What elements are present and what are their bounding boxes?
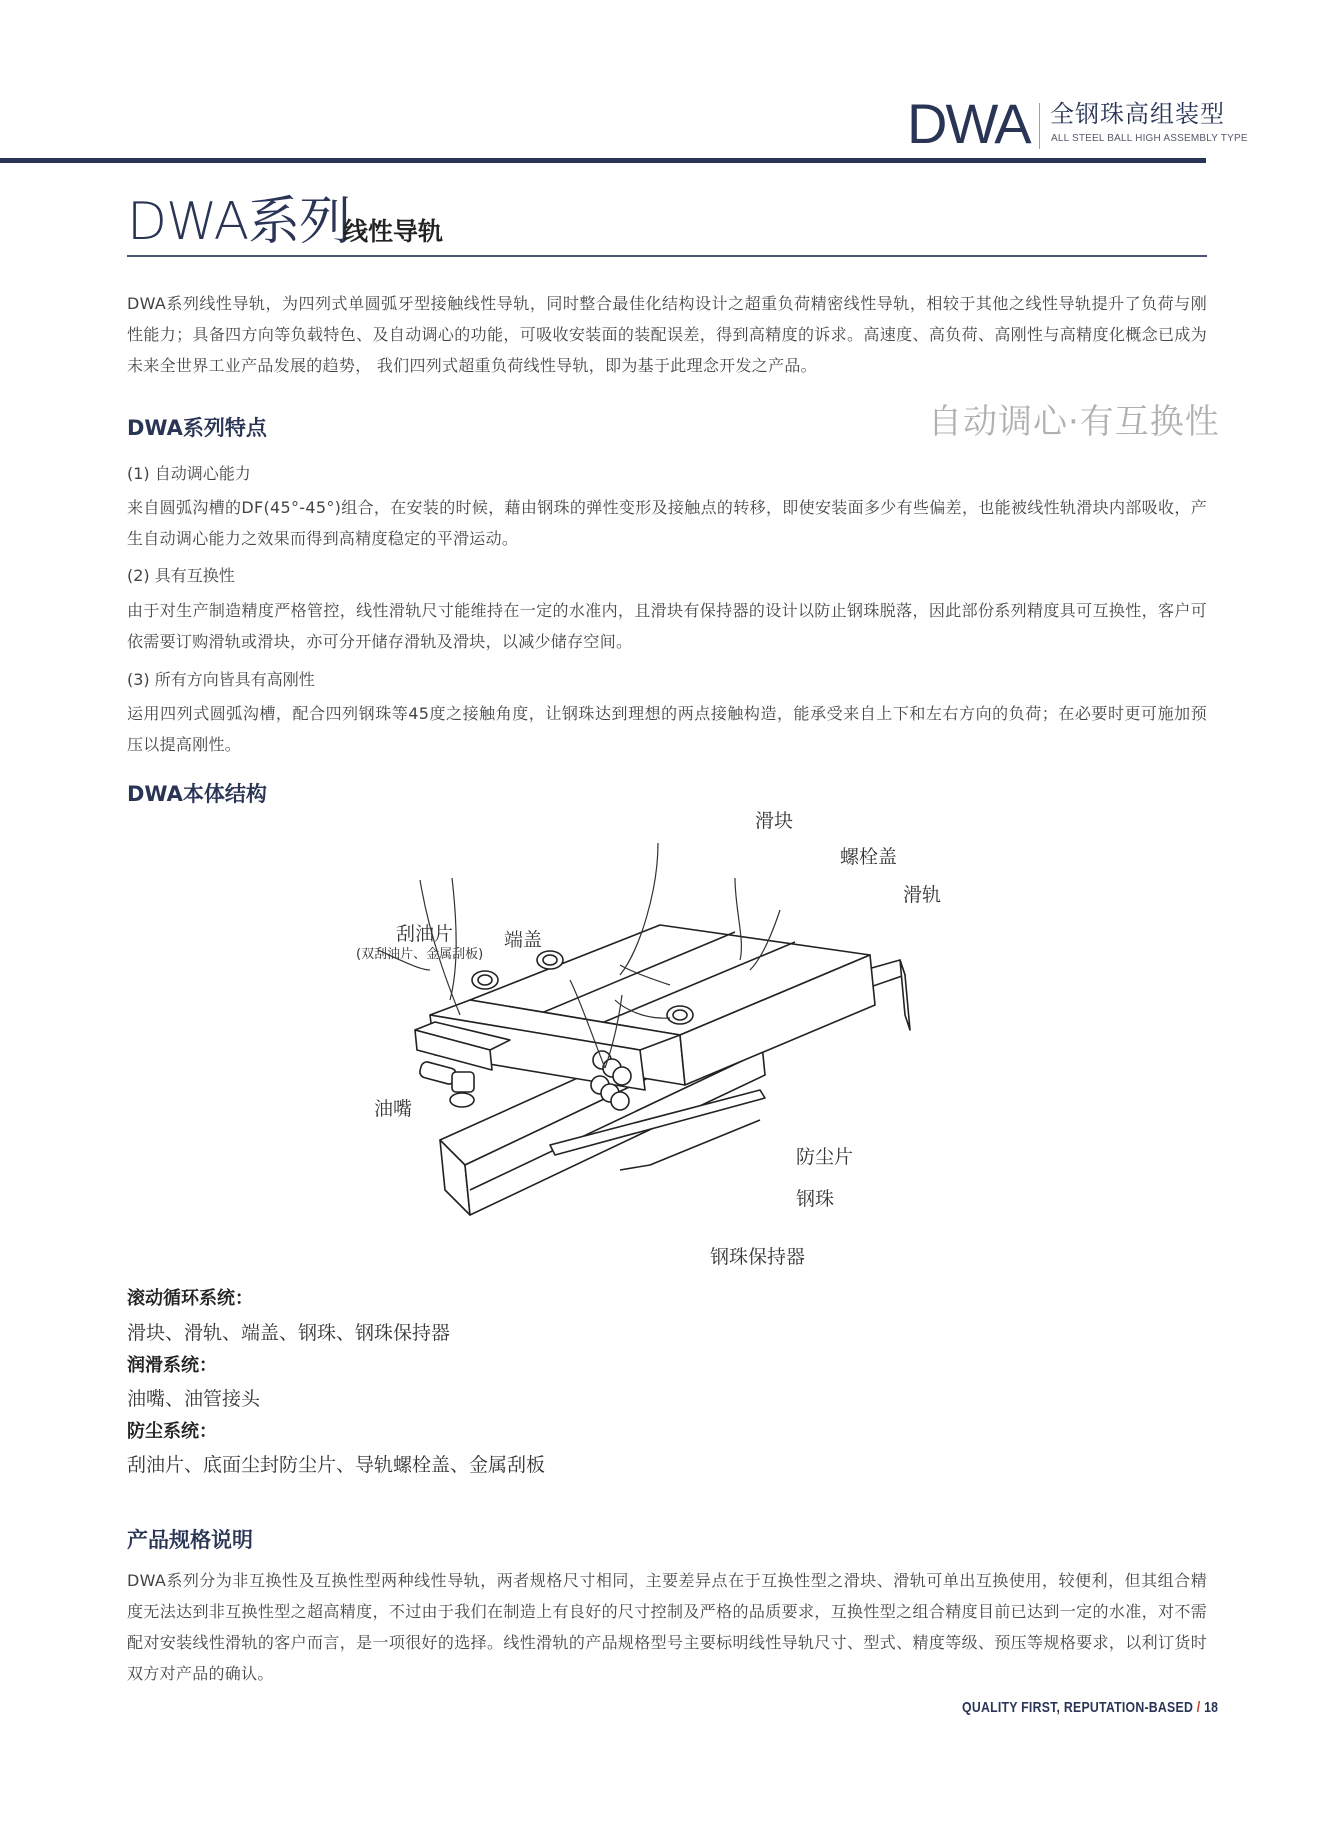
features-heading: DWA系列特点 [127,416,267,440]
header-separator [1039,103,1040,149]
header-title: 全钢珠高组装型 [1050,100,1225,128]
label-bolt-cap: 螺栓盖 [840,846,898,868]
rail-end [900,960,910,1030]
footer-separator: / [1196,1699,1201,1716]
feature-1-text: 来自圆弧沟槽的DF(45°-45°)组合，在安装的时候，藉由钢珠的弹性变形及接触点的转移，即使安装面多少有些偏差，也能被线性轨滑块内部吸收，产生自动调心能力之效果而得到高精度稳定的平滑运动。 [127,498,1207,548]
system-2-text: 油嘴、油管接头 [127,1388,261,1410]
spec-heading: 产品规格说明 [127,1528,253,1552]
feature-1-title: (1) 自动调心能力 [127,464,251,483]
system-1-title: 滚动循环系统： [127,1288,253,1309]
header-logo: DWA [907,92,1030,155]
title-rule [127,255,1207,257]
label-dust-seal: 防尘片 [796,1146,854,1168]
page-number: 18 [1204,1699,1219,1716]
structure-heading: DWA本体结构 [127,782,267,806]
label-grease-nipple: 油嘴 [374,1098,413,1120]
feature-2-text: 由于对生产制造精度严格管控，线性滑轨尺寸能维持在一定的水准内，且滑块有保持器的设计以防止钢珠脱落，因此部份系列精度具可互换性，客户可依需要订购滑轨或滑块，亦可分开储存滑轨及滑块，以减少储存空间。 [127,601,1207,651]
label-rail: 滑轨 [903,884,942,906]
label-scraper: 刮油片 [396,923,454,945]
intro-paragraph: DWA系列线性导轨，为四列式单圆弧牙型接触线性导轨，同时整合最佳化结构设计之超重负荷精密线性导轨，相较于其他之线性导轨提升了负荷与刚性能力；具备四方向等负载特色、及自动调心的功能，可吸收安装面的装配误差，得到高精度的诉求。高速度、高负荷、高刚性与高精度化概念已成为未来全世界工业产品发展的趋势， 我们四列式超重负荷线性导轨，即为基于此理念开发之产品。 [127,294,1207,375]
system-3-text: 刮油片、底面尘封防尘片、导轨螺栓盖、金属刮板 [127,1454,546,1476]
footer-slogan: QUALITY FIRST, REPUTATION-BASED [962,1699,1194,1716]
features-slogan: 自动调心·有互换性 [928,402,1220,442]
footer [962,1700,1218,1715]
system-1-text: 滑块、滑轨、端盖、钢珠、钢珠保持器 [127,1322,451,1344]
page-title: DWA系列 [127,192,351,252]
feature-3-title: (3) 所有方向皆具有高刚性 [127,670,315,689]
label-slider: 滑块 [755,810,794,832]
header-rule [0,158,1206,163]
system-3-title: 防尘系统： [127,1421,217,1442]
system-2-title: 润滑系统： [127,1355,217,1376]
label-scraper-note: (双刮油片、金属刮板) [356,947,484,962]
label-end-cap: 端盖 [504,929,543,951]
feature-3-text: 运用四列式圆弧沟槽，配合四列钢珠等45度之接触角度，让钢珠达到理想的两点接触构造，能承受来自上下和左右方向的负荷；在必要时更可施加预压以提高刚性。 [127,704,1207,754]
page-subtitle: 线性导轨 [343,217,444,246]
spec-text: DWA系列分为非互换性及互换性型两种线性导轨，两者规格尺寸相同，主要差异点在于互换性型之滑块、滑轨可单出互换使用，较便利，但其组合精度无法达到非互换性型之超高精度，不过由于我们在制造上有良好的尺寸控制及严格的品质要求，互换性型之组合精度目前已达到一定的水准，对不需配对安装线性滑轨的客户而言，是一项很好的选择。线性滑轨的产品规格型号主要标明线性导轨尺寸、型式、精度等级、预压等规格要求，以利订货时双方对产品的确认。 [127,1571,1207,1683]
linear-guide-diagram [340,800,940,1280]
header-subtitle: ALL STEEL BALL HIGH ASSEMBLY TYPE [1051,133,1248,144]
label-steel-ball: 钢珠 [796,1188,835,1210]
feature-2-title: (2) 具有互换性 [127,566,235,585]
label-retainer: 钢珠保持器 [710,1246,806,1268]
